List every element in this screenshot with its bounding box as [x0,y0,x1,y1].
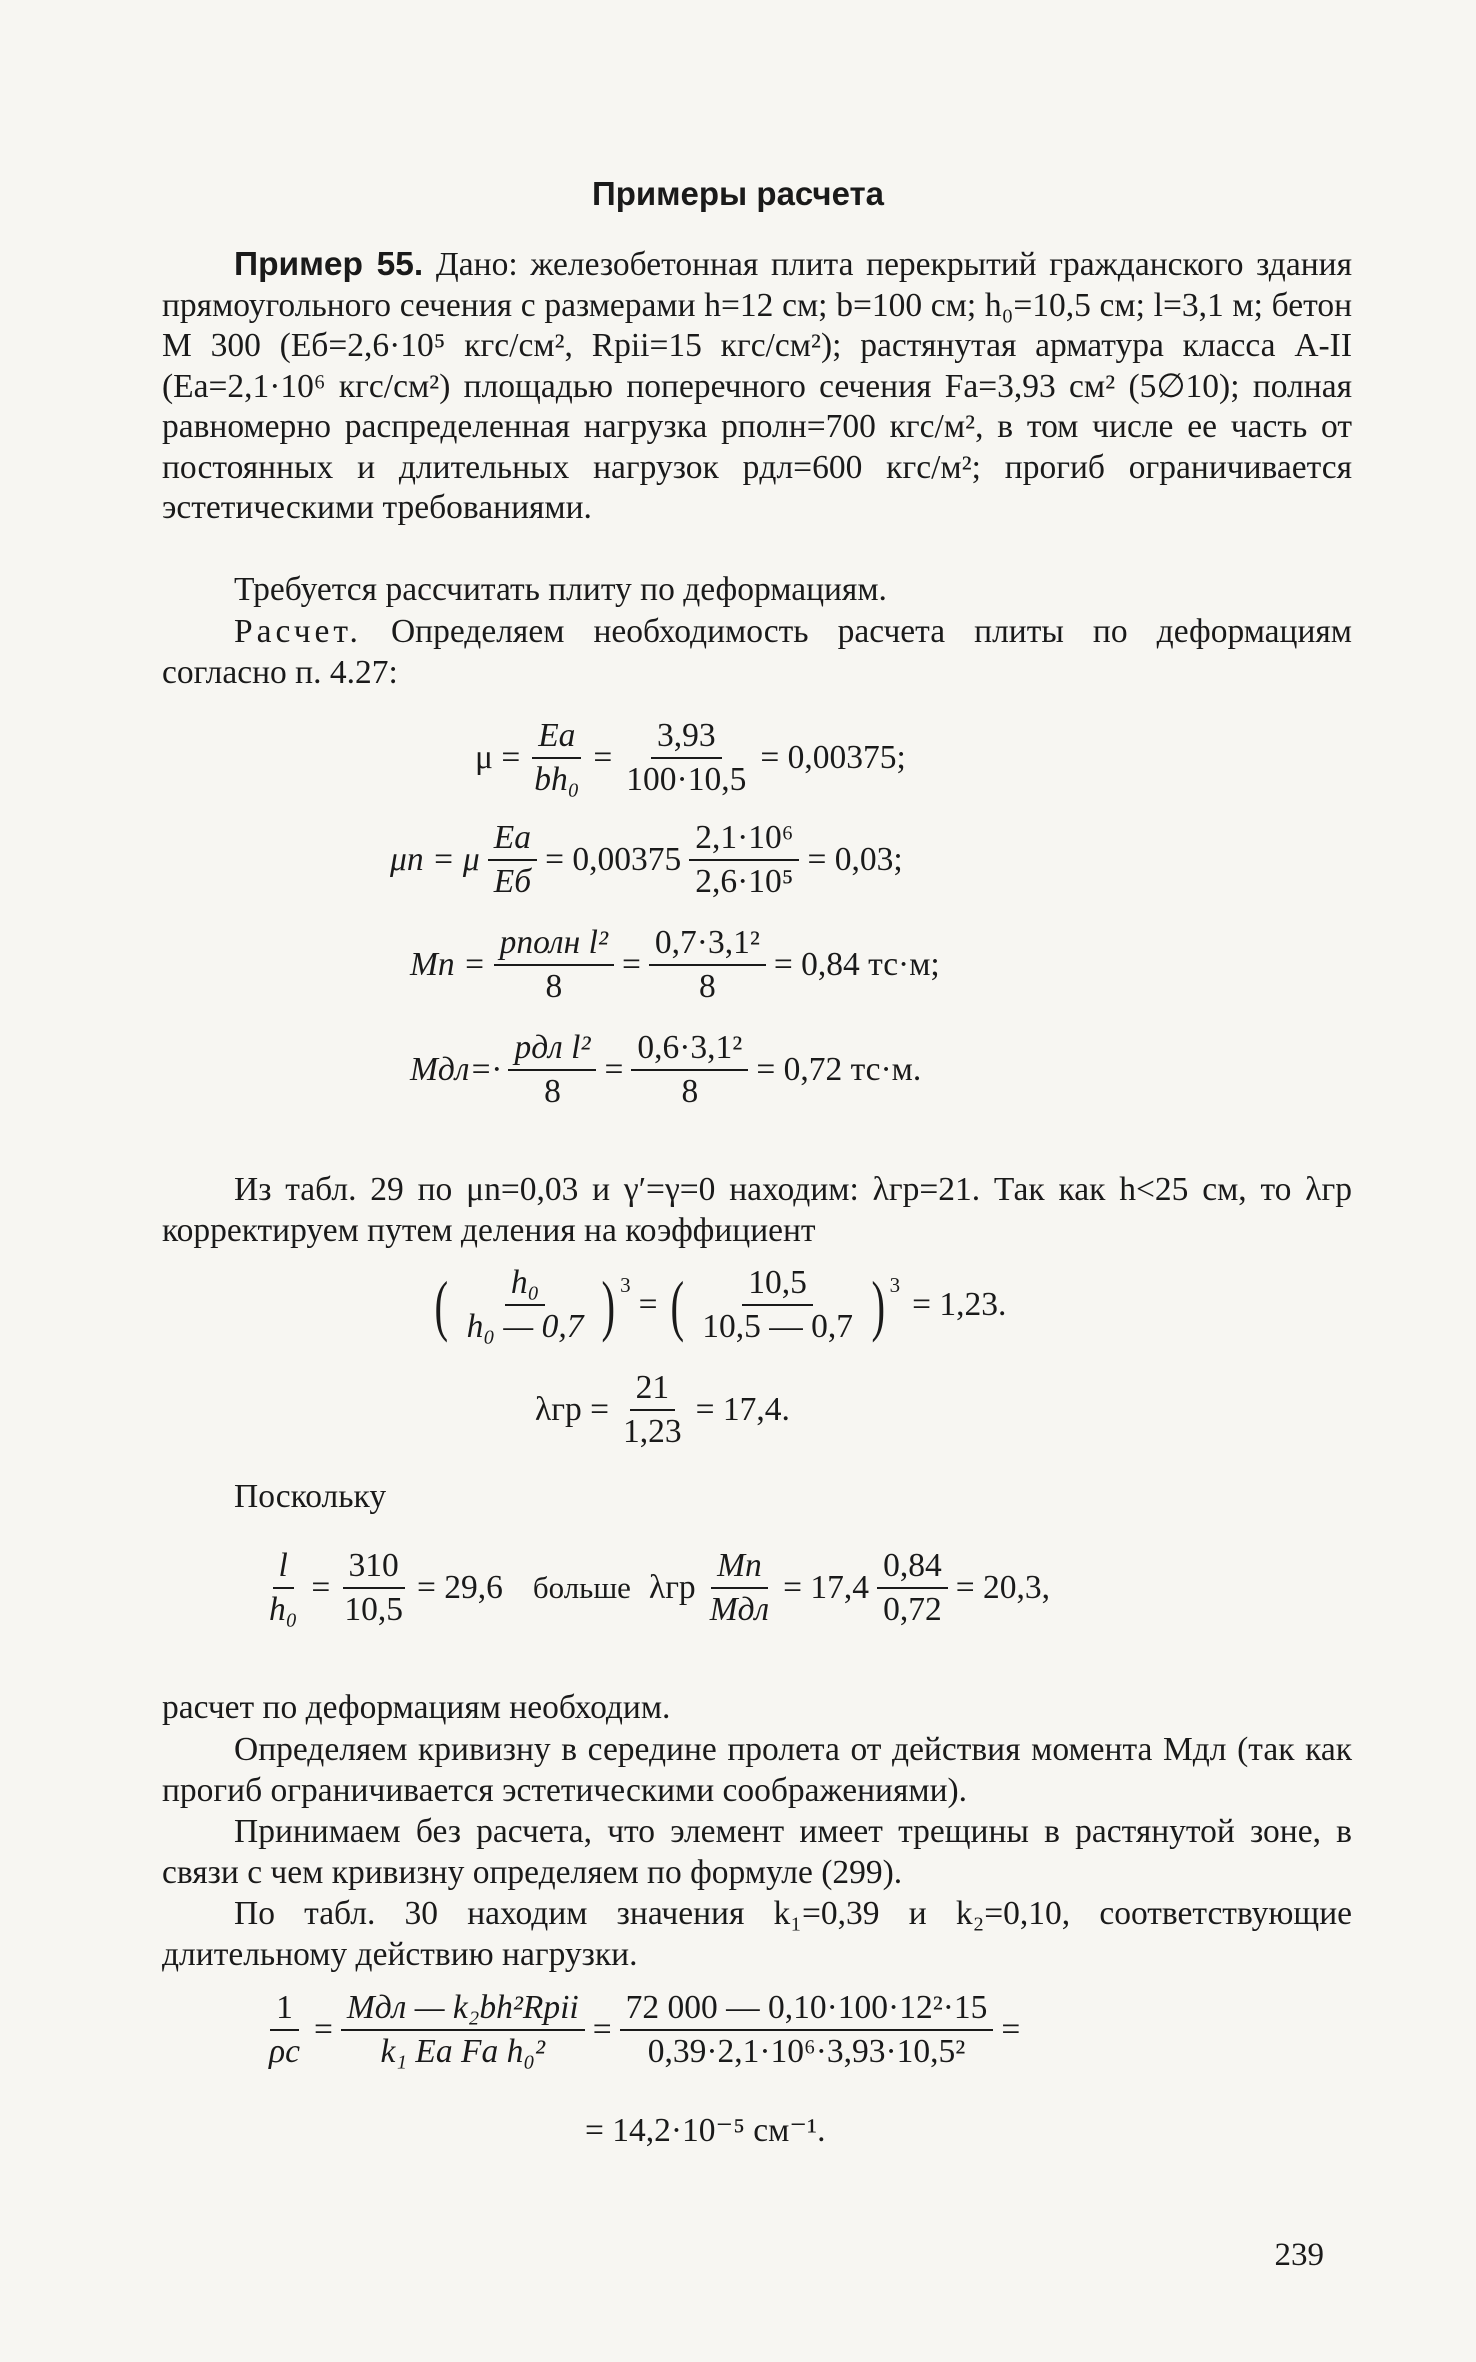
table30-text: По табл. 30 находим значения k₁=0,39 и k₂=0,10, соответствующие длительному действию нагрузки. [162,1895,1352,1973]
equation-mp: Mп = $\frac{\text{pполн l²}}{8}$ = $\frac{\text{0,7·3,1²}}{8}$ = 0,84 тс·м; [410,924,940,1005]
equation-curvature: $\frac{1}{\rho c}$ = $\frac{\text{Mдл — k₂bh²Rpii}}{\text{k₁ Ea Fa h₀²}}$ = $\frac{\text{72 000 — 0,10·100·12²·15}}{\text{0,39·2,1·10⁶·3,93·10,5²}}$ = [255,1990,1020,2070]
eq1-lhs: μ = [475,739,521,776]
eq7-word: больше [532,1570,631,1605]
equation-mun [390,820,903,900]
eq3-lhs: Mп = [410,946,486,983]
equation-coefficient: ( $\frac{\text{h₀}}{\text{h₀ — 0,7}}$ ) $^3$ = ( $\frac{10,5}{10,5 — 0,7}$ ) $^3$ = 1,23. [434,1264,1007,1345]
calc-paragraph [162,612,1352,693]
eq8-frac3: $\frac{\text{72 000 — 0,10·100·12²·15}}{\text{0,39·2,1·10⁶·3,93·10,5²}}$ [620,1990,994,2070]
page-number: 239 [1274,2237,1324,2273]
conclusion-text: расчет по деформациям необходим. [162,1689,671,1726]
eq2-lhs: μn = μ [390,841,480,878]
since-text: Поскольку [234,1478,387,1515]
section-heading: Примеры расчета [591,175,885,212]
eq4-result: = 0,72 тс·м. [756,1051,922,1088]
eq3-frac2: $\frac{\text{0,7·3,1²}}{8}$ [649,925,766,1005]
example-label: Пример 55. [234,246,424,283]
eq8-frac1: $\frac{1}{\rho c}$ [269,1989,300,2070]
eq5-result: = 1,23. [912,1286,1007,1323]
eq2-frac2: $\frac{\text{2,1·10⁶}}{\text{2,6·10⁵}}$ [689,820,799,900]
eq4-frac1: $\frac{\text{pдл l²}}{8}$ [508,1030,596,1110]
equation-curvature-result: = 14,2·10⁻⁵ см⁻¹. [585,2112,826,2149]
eq1-result: = 0,00375; [760,739,906,776]
eq7-mid2: = 17,4 [783,1569,870,1606]
eq7-mid: = 29,6 [416,1569,503,1606]
eq3-frac1: $\frac{\text{pполн l²}}{8}$ [494,925,614,1005]
eq7-frac1: $\frac{l}{\text{h₀}}$ [269,1547,298,1628]
eq8-tail: = [1001,2011,1021,2048]
equation-lambda [535,1370,790,1450]
eq7-frac4: $\frac{0,84}{0,72}$ [877,1548,948,1628]
eq1-frac2: $\frac{3,93}{100\cdot 10,5}$ [626,717,747,798]
eq7-frac2: $\frac{310}{10,5}$ [344,1547,403,1628]
calc-label: Расчет. [234,613,362,650]
eq8-frac2: $\frac{\text{Mдл — k₂bh²Rpii}}{\text{k₁ Ea Fa h₀²}}$ [341,1990,585,2070]
eq7-frac3: $\frac{Mп}{\text{Mдл}}$ [709,1547,770,1628]
equation-slenderness: $\frac{l}{\text{h₀}}$ = $\frac{310}{10,5}$ = 29,6 больше λгр $\frac{Mп}{\text{Mдл}}$ = 17,4 $\frac{0,84}{0,72}$ = 20,3, [255,1548,1050,1628]
eq2-mid: = 0,00375 [545,841,682,878]
equation-mu: μ = $\frac{Ea}{\text{bh₀}}$ = $\frac{3,93}{100\cdot 10,5}$ = 0,00375; [475,717,906,798]
eq5-frac2: $\frac{10,5}{10,5 — 0,7}$ [702,1264,853,1345]
eq6-lhs: λгр = [535,1391,610,1428]
eq4-lhs: Mдл=· [410,1051,501,1088]
example-paragraph [162,245,1352,529]
curvature-text: Определяем кривизну в середине пролета от действия момента Mдл (так как прогиб ограничивается эстетическими соображениями). [162,1731,1352,1809]
cracks-text: Принимаем без расчета, что элемент имеет трещины в растянутой зоне, в связи с чем кривизну определяем по формуле (299). [162,1813,1352,1891]
eq3-result: = 0,84 тс·м; [773,946,940,983]
eq7-lambda: λгр [648,1569,696,1606]
calc-text: Определяем необходимость расчета плиты по деформациям согласно п. 4.27: [162,613,1352,691]
given-text: Дано: железобетонная плита перекрытий гражданского здания прямоугольного сечения с размерами h=12 см; b=100 см; h₀=10,5 см; l=3,1 м; бетон М 300 (Eб=2,6·10⁵ кгс/см², Rpii=15 кгс/см²); растянутая арматура класса А-II (Ea=2,1·10⁶ кгс/см²) площадью поперечного сечения Fa=3,93 см² (5∅10); полная равномерно распределенная нагрузка pполн=700 кгс/м², в том числе ее часть от постоянных и длительных нагрузок pдл=600 кгс/м²; прогиб ограничивается эстетическими требованиями. [162,246,1352,526]
eq2-result: = 0,03; [807,841,903,878]
eq1-frac1: $\frac{Ea}{\text{bh₀}}$ [528,718,585,798]
eq6-frac: $\frac{21}{1,23}$ [623,1369,682,1450]
eq7-result: = 20,3, [955,1569,1050,1606]
eq6-result: = 17,4. [695,1391,790,1428]
eq5-frac1: $\frac{\text{h₀}}{\text{h₀ — 0,7}}$ [466,1264,584,1345]
eq2-frac1: $\frac{Ea}{Eб}$ [488,820,537,900]
equation-mdl: Mдл=· $\frac{\text{pдл l²}}{8}$ = $\frac{\text{0,6·3,1²}}{8}$ = 0,72 тс·м. [410,1029,922,1110]
required-text: Требуется рассчитать плиту по деформациям. [234,571,887,608]
eq4-frac2: $\frac{\text{0,6·3,1²}}{8}$ [631,1030,748,1110]
table29-text: Из табл. 29 по μn=0,03 и γ′=γ=0 находим: λгр=21. Так как h<25 см, то λгр корректируем путем деления на коэффициент [162,1171,1352,1249]
